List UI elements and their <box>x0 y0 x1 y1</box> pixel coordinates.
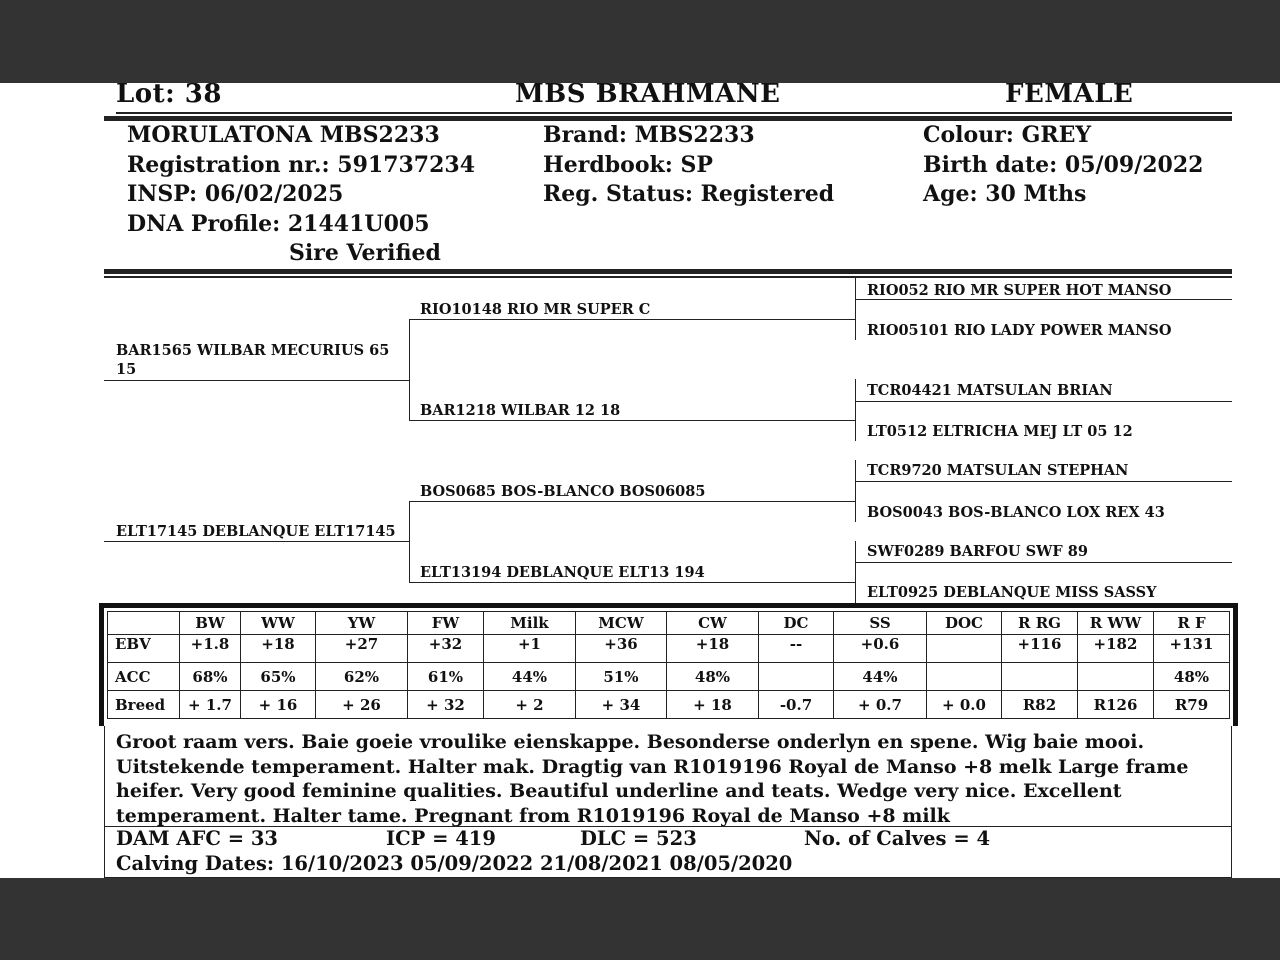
dlc: DLC = 523 <box>580 827 697 850</box>
birth-date: Birth date: 05/09/2022 <box>923 151 1204 178</box>
gg-line-4 <box>855 562 1232 563</box>
gg-bracket-4 <box>855 541 856 603</box>
ebv-row-label: ACC <box>108 663 180 691</box>
ebv-cell: +1.8 <box>180 635 241 663</box>
icp: ICP = 419 <box>386 827 496 850</box>
pedigree-gg-3: TCR04421 MATSULAN BRIAN <box>867 382 1113 399</box>
dna-profile: DNA Profile: 21441U005 <box>127 210 430 237</box>
gg-line-3 <box>855 481 1232 482</box>
header-divider-thin <box>116 112 1232 114</box>
ebv-cell: 61% <box>408 663 484 691</box>
ebv-cell: +0.6 <box>834 635 927 663</box>
pedigree-dam-dam: ELT13194 DEBLANQUE ELT13 194 <box>420 564 705 581</box>
ebv-col-header: DC <box>759 612 834 635</box>
ebv-col-header: DOC <box>927 612 1002 635</box>
dam-afc: DAM AFC = 33 <box>116 827 278 850</box>
ebv-col-header: MCW <box>576 612 667 635</box>
ebv-cell: +27 <box>316 635 408 663</box>
ebv-cell <box>759 663 834 691</box>
gg-bracket-1 <box>855 278 856 340</box>
ebv-col-header: FW <box>408 612 484 635</box>
ebv-cell: +1 <box>484 635 576 663</box>
pedigree-dam-sire: BOS0685 BOS-BLANCO BOS06085 <box>420 483 706 500</box>
ebv-cell: R126 <box>1078 691 1154 719</box>
animal-name: MORULATONA MBS2233 <box>127 122 440 148</box>
gg-bracket-3 <box>855 460 856 522</box>
ebv-cell <box>1002 663 1078 691</box>
ebv-cell: +18 <box>241 635 316 663</box>
ebv-col-header: BW <box>180 612 241 635</box>
ebv-cell: + 18 <box>667 691 759 719</box>
ebv-cell <box>927 663 1002 691</box>
pedigree-sire-sire: RIO10148 RIO MR SUPER C <box>420 301 651 318</box>
gg-line-1 <box>855 299 1232 300</box>
dam-dam-line <box>409 582 856 583</box>
ebv-cell: 44% <box>484 663 576 691</box>
ebv-col-header <box>108 612 180 635</box>
ebv-cell: R82 <box>1002 691 1078 719</box>
pedigree-dam: ELT17145 DEBLANQUE ELT17145 <box>116 523 396 540</box>
ebv-cell: +131 <box>1154 635 1230 663</box>
pedigree-sire-dam: BAR1218 WILBAR 12 18 <box>420 402 621 419</box>
catalog-page <box>0 83 1280 878</box>
ebv-cell: -- <box>759 635 834 663</box>
inspection-date: INSP: 06/02/2025 <box>127 181 344 207</box>
gg-line-2 <box>855 401 1232 402</box>
ebv-header-row <box>108 612 1230 635</box>
pedigree-gg-1: RIO052 RIO MR SUPER HOT MANSO <box>867 282 1172 299</box>
ebv-cell: + 0.0 <box>927 691 1002 719</box>
gg-bracket-2 <box>855 379 856 441</box>
ebv-cell: + 16 <box>241 691 316 719</box>
breed-title: MBS BRAHMANE <box>515 83 781 109</box>
animal-info-left <box>127 121 475 269</box>
animal-info-middle <box>543 121 834 210</box>
sire-line <box>104 380 409 381</box>
ebv-col-header: SS <box>834 612 927 635</box>
ebv-col-header: R RG <box>1002 612 1078 635</box>
animal-info-right <box>923 121 1203 210</box>
ebv-col-header: WW <box>241 612 316 635</box>
ebv-cell: 51% <box>576 663 667 691</box>
number-of-calves: No. of Calves = 4 <box>804 827 991 850</box>
sire-bracket <box>409 319 410 421</box>
pedigree-gg-6: BOS0043 BOS-BLANCO LOX REX 43 <box>867 504 1165 521</box>
ebv-cell <box>1078 663 1154 691</box>
pedigree-gg-2: RIO05101 RIO LADY POWER MANSO <box>867 322 1172 339</box>
ebv-cell: 48% <box>1154 663 1230 691</box>
info-divider-thick <box>104 269 1232 274</box>
dam-bracket <box>409 501 410 583</box>
pedigree-gg-4: LT0512 ELTRICHA MEJ LT 05 12 <box>867 423 1133 440</box>
ebv-cell <box>927 635 1002 663</box>
ebv-col-header: R F <box>1154 612 1230 635</box>
ebv-cell: +36 <box>576 635 667 663</box>
pedigree-gg-8: ELT0925 DEBLANQUE MISS SASSY <box>867 584 1157 601</box>
ebv-cell: +182 <box>1078 635 1154 663</box>
ebv-table <box>107 611 1230 719</box>
ebv-cell: 68% <box>180 663 241 691</box>
sire-verified: Sire Verified <box>289 240 441 266</box>
ebv-cell: +18 <box>667 635 759 663</box>
ebv-row-label: Breed <box>108 691 180 719</box>
ebv-cell: + 32 <box>408 691 484 719</box>
lot-number: Lot: 38 <box>116 83 222 109</box>
herdbook: Herdbook: SP <box>543 151 713 178</box>
ebv-cell: -0.7 <box>759 691 834 719</box>
dam-line <box>104 541 409 542</box>
registration-number: Registration nr.: 591737234 <box>127 151 476 178</box>
dam-sire-line <box>409 501 856 502</box>
breed-row <box>108 691 1230 719</box>
ebv-cell: + 2 <box>484 691 576 719</box>
ebv-col-header: CW <box>667 612 759 635</box>
comments-text: Groot raam vers. Baie goeie vroulike eienskappe. Besonderse onderlyn en spene. Wig baie mooi. Uitstekende temperament. Halter mak. Dragtig van R1019196 Royal de Manso +8 melk Large frame heifer. Very good feminine qualities. Beautiful underline and teats. Wedge very nice. Excellent temperament. Halter tame. Pregnant from R1019196 Royal de Manso +8 milk <box>116 731 1189 827</box>
ebv-row <box>108 635 1230 663</box>
acc-row <box>108 663 1230 691</box>
ebv-cell: + 26 <box>316 691 408 719</box>
ebv-cell: 48% <box>667 663 759 691</box>
calving-dates: Calving Dates: 16/10/2023 05/09/2022 21/08/2021 08/05/2020 <box>116 852 793 875</box>
sex-label: FEMALE <box>1005 83 1134 109</box>
pedigree-gg-7: SWF0289 BARFOU SWF 89 <box>867 543 1088 560</box>
ebv-cell: +116 <box>1002 635 1078 663</box>
ebv-row-label: EBV <box>108 635 180 663</box>
ebv-cell: + 34 <box>576 691 667 719</box>
ebv-col-header: R WW <box>1078 612 1154 635</box>
colour: Colour: GREY <box>923 122 1092 148</box>
age: Age: 30 Mths <box>923 181 1087 207</box>
sire-dam-line <box>409 420 856 421</box>
ebv-col-header: Milk <box>484 612 576 635</box>
registration-status: Reg. Status: Registered <box>543 181 835 207</box>
ebv-cell: 62% <box>316 663 408 691</box>
ebv-cell: R79 <box>1154 691 1230 719</box>
ebv-cell: 44% <box>834 663 927 691</box>
pedigree-gg-5: TCR9720 MATSULAN STEPHAN <box>867 462 1129 479</box>
brand: Brand: MBS2233 <box>543 122 755 148</box>
ebv-cell: 65% <box>241 663 316 691</box>
ebv-cell: + 0.7 <box>834 691 927 719</box>
ebv-cell: + 1.7 <box>180 691 241 719</box>
ebv-col-header: YW <box>316 612 408 635</box>
info-divider-thin <box>104 276 1232 278</box>
ebv-cell: +32 <box>408 635 484 663</box>
sire-sire-line <box>409 319 856 320</box>
pedigree-sire: BAR1565 WILBAR MECURIUS 65 15 <box>116 342 390 378</box>
